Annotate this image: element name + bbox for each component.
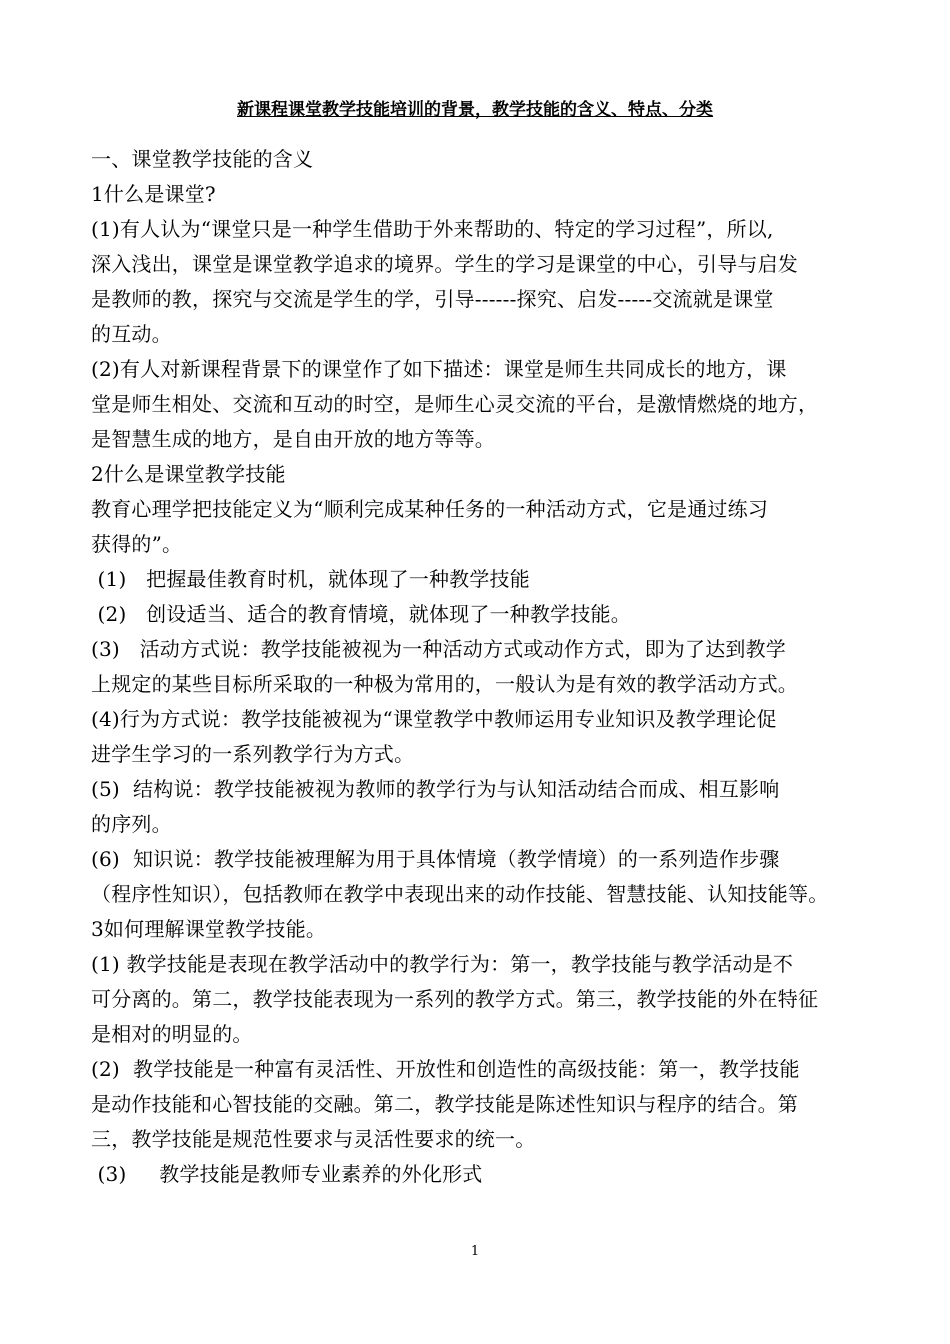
body-line: （程序性知识），包括教师在教学中表现出来的动作技能、智慧技能、认知技能等。 xyxy=(91,882,829,906)
body-line: 一、课堂教学技能的含义 xyxy=(91,147,314,171)
body-line: 是智慧生成的地方，是自由开放的地方等等。 xyxy=(91,427,495,451)
body-line: 进学生学习的一系列教学行为方式。 xyxy=(91,742,415,766)
body-line: 的互动。 xyxy=(91,322,172,346)
body-line: 上规定的某些目标所采取的一种极为常用的，一般认为是有效的教学活动方式。 xyxy=(91,672,798,696)
body-line: (2)有人对新课程背景下的课堂作了如下描述：课堂是师生共同成长的地方，课 xyxy=(91,357,787,381)
document-body xyxy=(91,142,881,1192)
body-line: (5) 结构说：教学技能被视为教师的教学行为与认知活动结合而成、相互影响 xyxy=(91,777,780,801)
body-line: 1什么是课堂? xyxy=(91,182,216,206)
body-line: 是相对的明显的。 xyxy=(91,1022,253,1046)
body-line: 三，教学技能是规范性要求与灵活性要求的统一。 xyxy=(91,1127,536,1151)
body-line: (6) 知识说：教学技能被理解为用于具体情境（教学情境）的一系列造作步骤 xyxy=(91,847,780,871)
body-line: (2) 创设适当、适合的教育情境，就体现了一种教学技能。 xyxy=(91,602,631,626)
body-line: 2什么是课堂教学技能 xyxy=(91,462,286,486)
body-line: 堂是师生相处、交流和互动的时空，是师生心灵交流的平台，是激情燃烧的地方， xyxy=(91,392,819,416)
body-line: 深入浅出，课堂是课堂教学追求的境界。学生的学习是课堂的中心，引导与启发 xyxy=(91,252,798,276)
body-line: (3) 教学技能是教师专业素养的外化形式 xyxy=(91,1162,483,1186)
body-line: 的序列。 xyxy=(91,812,172,836)
body-line: 可分离的。第二，教学技能表现为一系列的教学方式。第三，教学技能的外在特征 xyxy=(91,987,819,1011)
document-title: 新课程课堂教学技能培训的背景，教学技能的含义、特点、分类 xyxy=(237,100,713,120)
body-line: (4)行为方式说：教学技能被视为“课堂教学中教师运用专业知识及教学理论促 xyxy=(91,707,777,731)
body-line: 是动作技能和心智技能的交融。第二，教学技能是陈述性知识与程序的结合。第 xyxy=(91,1092,798,1116)
body-line: (1) 教学技能是表现在教学活动中的教学行为：第一，教学技能与教学活动是不 xyxy=(91,952,794,976)
body-line: (1) 把握最佳教育时机，就体现了一种教学技能 xyxy=(91,567,530,591)
body-line: (3) 活动方式说：教学技能被视为一种活动方式或动作方式，即为了达到教学 xyxy=(91,637,787,661)
body-line: 教育心理学把技能定义为“顺利完成某种任务的一种活动方式，它是通过练习 xyxy=(91,497,769,521)
body-line: 3如何理解课堂教学技能。 xyxy=(91,917,327,941)
page-number: 1 xyxy=(470,1244,480,1259)
body-line: (2) 教学技能是一种富有灵活性、开放性和创造性的高级技能：第一，教学技能 xyxy=(91,1057,800,1081)
body-line: 获得的”。 xyxy=(91,532,183,556)
body-line: 是教师的教，探究与交流是学生的学，引导------探究、启发-----交流就是课堂 xyxy=(91,287,774,311)
body-line: (1)有人认为“课堂只是一种学生借助于外来帮助的、特定的学习过程”，所以, xyxy=(91,217,774,241)
